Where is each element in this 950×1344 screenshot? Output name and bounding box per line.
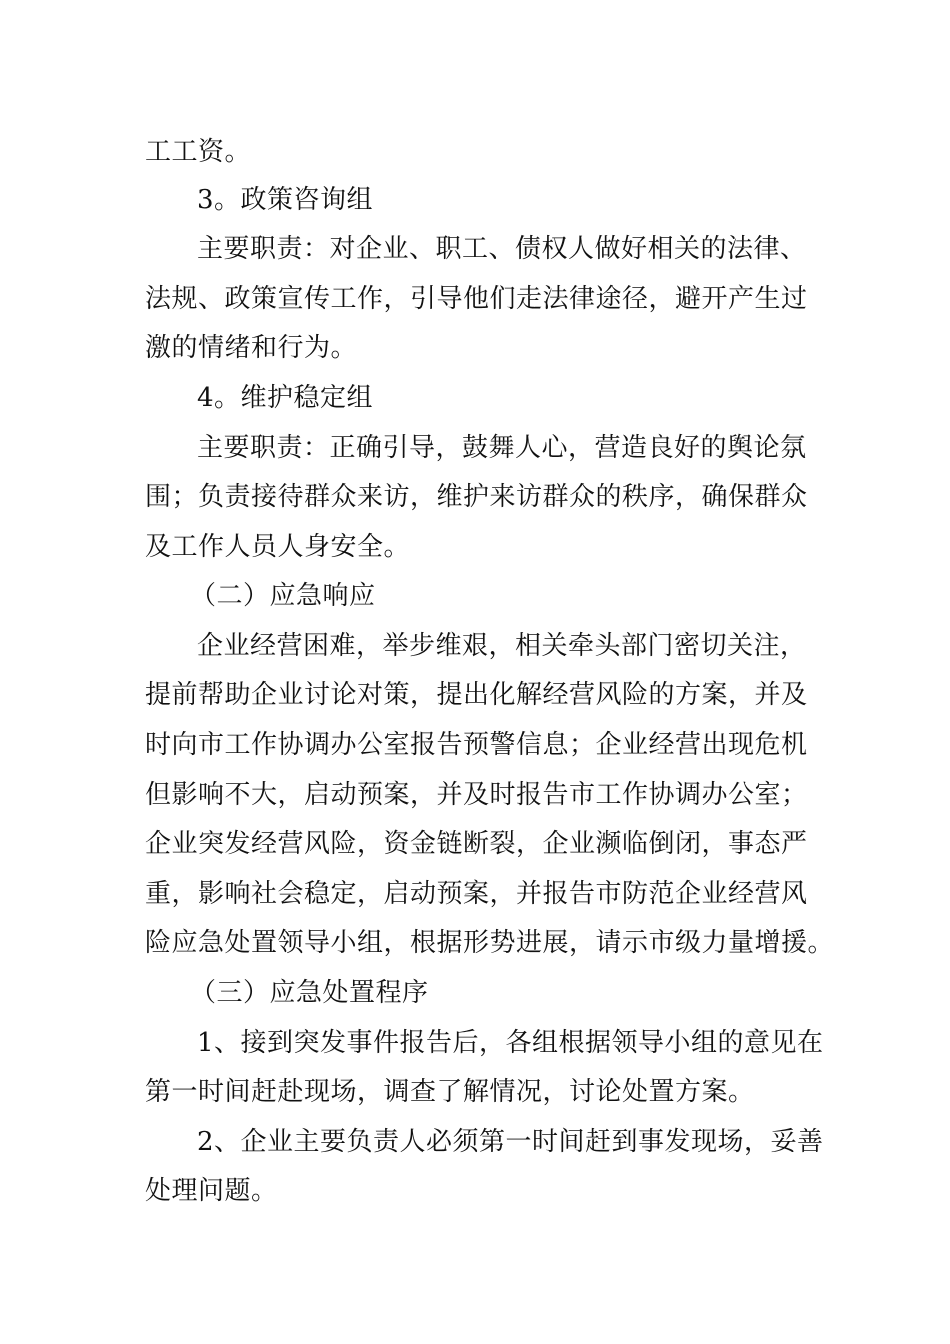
text-line: 1、接到突发事件报告后，各组根据领导小组的意见在 (197, 1028, 824, 1058)
text-line: 企业经营困难，举步维艰，相关牵头部门密切关注， (197, 631, 807, 661)
section-heading: （二）应急响应 (190, 581, 376, 611)
text-line: 激的情绪和行为。 (145, 333, 358, 363)
text-line: 及工作人员人身安全。 (145, 532, 411, 562)
text-line: 法规、政策宣传工作，引导他们走法律途径，避开产生过 (145, 284, 808, 314)
text-line: 主要职责：正确引导，鼓舞人心，营造良好的舆论氛 (197, 433, 807, 463)
section-heading: （三）应急处置程序 (190, 978, 429, 1008)
section-heading: 4。维护稳定组 (197, 383, 374, 413)
text-line: 时向市工作协调办公室报告预警信息；企业经营出现危机 (145, 730, 808, 760)
text-line: 但影响不大，启动预案，并及时报告市工作协调办公室； (145, 780, 808, 810)
text-line: 第一时间赶赴现场，调查了解情况，讨论处置方案。 (145, 1077, 755, 1107)
text-line: 工工资。 (145, 137, 252, 167)
text-line: 重，影响社会稳定，启动预案，并报告市防范企业经营风 (145, 879, 808, 909)
section-heading: 3。政策咨询组 (197, 185, 374, 215)
text-line: 主要职责：对企业、职工、债权人做好相关的法律、 (197, 234, 807, 264)
text-line: 企业突发经营风险，资金链断裂，企业濒临倒闭，事态严 (145, 829, 808, 859)
text-line: 围；负责接待群众来访，维护来访群众的秩序，确保群众 (145, 482, 808, 512)
text-line: 险应急处置领导小组，根据形势进展，请示市级力量增援。 (145, 928, 835, 958)
text-line: 提前帮助企业讨论对策，提出化解经营风险的方案，并及 (145, 680, 808, 710)
text-line: 2、企业主要负责人必须第一时间赶到事发现场，妥善 (197, 1127, 824, 1157)
text-line: 处理问题。 (145, 1176, 278, 1206)
